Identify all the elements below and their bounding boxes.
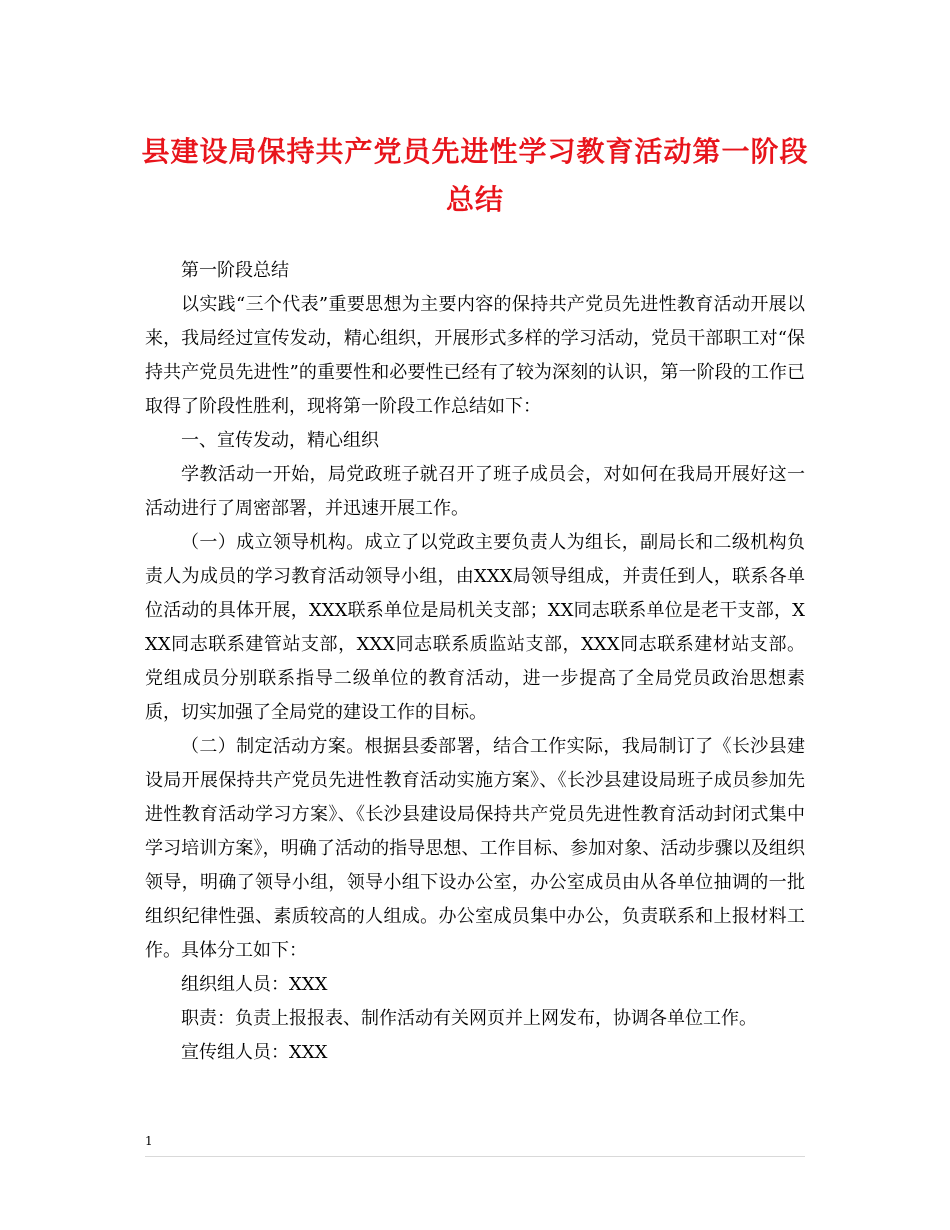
page-number: 1	[145, 1134, 153, 1148]
paragraph-leadership: （一）成立领导机构。成立了以党政主要负责人为组长，副局长和二级机构负责人为成员的学习教育活动领导小组，由XXX局领导组成，并责任到人，联系各单位活动的具体开展，XXX联系单位是局机关支部；XX同志联系单位是老干支部，XXX同志联系建管站支部，XXX同志联系质监站支部，XXX同志联系建材站支部。党组成员分别联系指导二级单位的教育活动，进一步提高了全局党员政治思想素质，切实加强了全局党的建设工作的目标。	[145, 532, 805, 723]
footer-divider	[145, 1156, 805, 1157]
paragraph-plan: （二）制定活动方案。根据县委部署，结合工作实际，我局制订了《长沙县建设局开展保持共产党员先进性教育活动实施方案》、《长沙县建设局班子成员参加先进性教育活动学习方案》、《长沙县建设局保持共产党员先进性教育活动封闭式集中学习培训方案》，明确了活动的指导思想、工作目标、参加对象、活动步骤以及组织领导，明确了领导小组，领导小组下设办公室，办公室成员由从各单位抽调的一批组织纪律性强、素质较高的人组成。办公室成员集中办公，负责联系和上报材料工作。具体分工如下：	[145, 736, 805, 961]
paragraph-org-group: 组织组人员：XXX	[181, 974, 328, 995]
paragraph-stage-summary: 第一阶段总结	[181, 260, 289, 281]
paragraph-kickoff: 学教活动一开始，局党政班子就召开了班子成员会，对如何在我局开展好这一活动进行了周密部署，并迅速开展工作。	[145, 464, 805, 519]
document-body	[145, 254, 805, 1070]
paragraph-intro: 以实践“三个代表”重要思想为主要内容的保持共产党员先进性教育活动开展以来，我局经过宣传发动，精心组织，开展形式多样的学习活动，党员干部职工对“保持共产党员先进性”的重要性和必要性已经有了较为深刻的认识，第一阶段的工作已取得了阶段性胜利，现将第一阶段工作总结如下：	[145, 294, 805, 417]
section-heading-1: 一、宣传发动，精心组织	[181, 430, 379, 451]
paragraph-publicity-group: 宣传组人员：XXX	[181, 1042, 328, 1063]
document-title: 县建设局保持共产党员先进性学习教育活动第一阶段总结	[141, 135, 809, 216]
paragraph-duties: 职责：负责上报报表、制作活动有关网页并上网发布，协调各单位工作。	[181, 1008, 757, 1029]
